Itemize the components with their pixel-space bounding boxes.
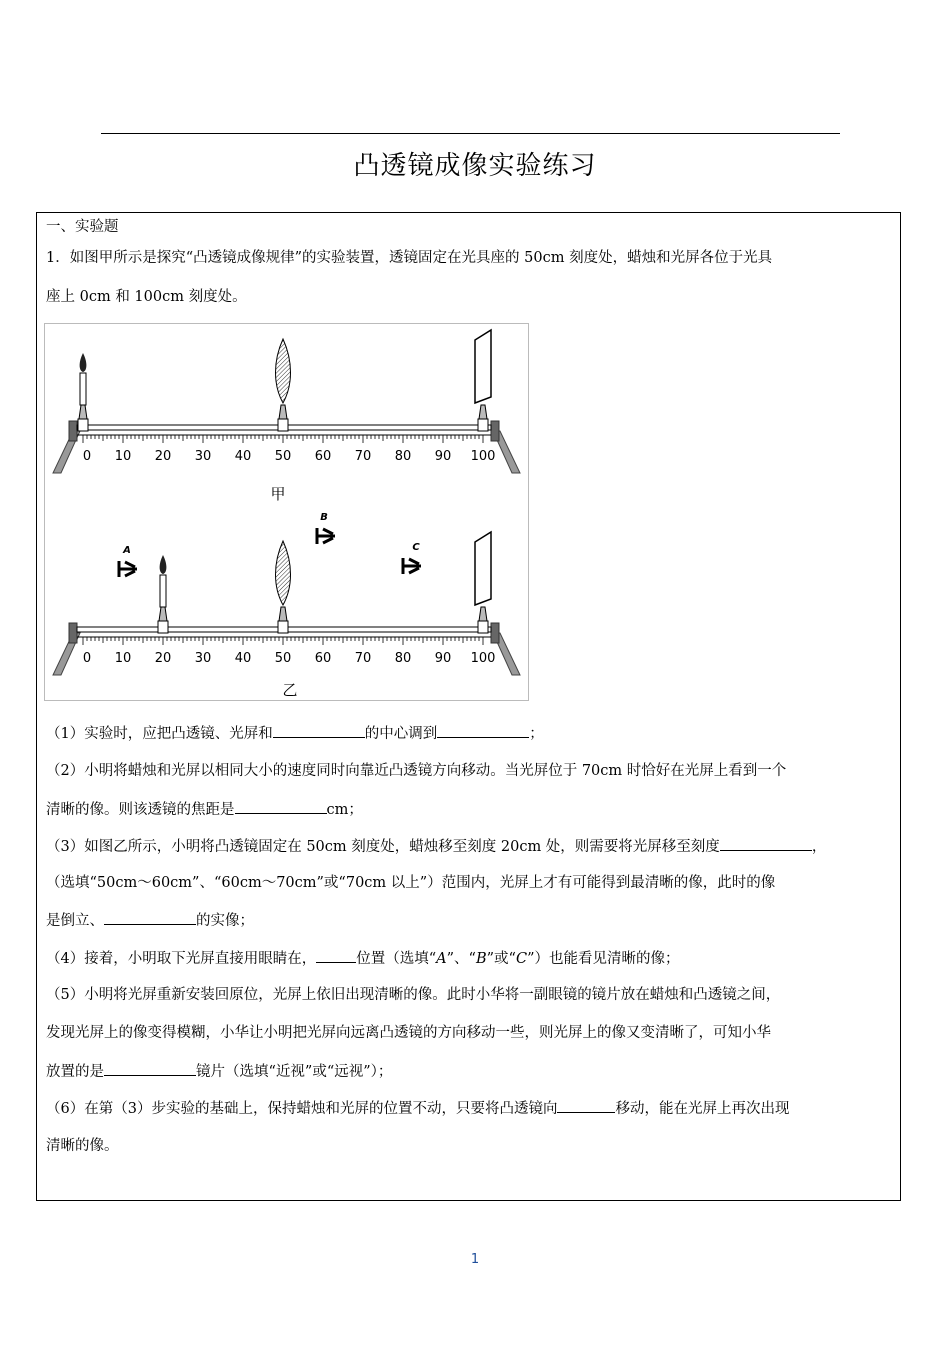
position-label-b: B xyxy=(320,512,328,523)
scale-label: 70 xyxy=(354,651,372,666)
section-heading: 一、实验题 xyxy=(46,219,119,235)
convex-lens xyxy=(276,541,291,605)
candle-body xyxy=(160,575,166,607)
light-screen xyxy=(475,532,491,605)
eye-icon xyxy=(403,558,421,574)
answer-blank-5[interactable] xyxy=(104,1061,196,1076)
answer-blank-2[interactable] xyxy=(235,799,327,814)
sub-question-3-line2: （选填“50cm～60cm”、“60cm～70cm”或“70cm 以上”）范围内，光屏上才有可能得到最清晰的像，此时的像 xyxy=(46,875,776,891)
page-number: 1 xyxy=(470,1252,480,1267)
position-marker-b xyxy=(317,512,335,544)
holder-post xyxy=(479,607,487,621)
answer-blank-3a[interactable] xyxy=(720,836,812,851)
scale-label: 70 xyxy=(354,449,372,464)
sub-question-5-line3: 放置的是 镜片（选填“近视”或“远视”）； xyxy=(46,1061,392,1082)
sub-question-3-line3: 是倒立、 的实像； xyxy=(46,910,254,931)
scale-label: 50 xyxy=(274,449,292,464)
sub-question-4: （4）接着，小明取下光屏直接用眼睛在， 位置（选填“A”、“B”或“C”）也能看见清晰的像； xyxy=(46,948,679,969)
bench-end-left xyxy=(69,421,77,441)
optical-bench-figure xyxy=(44,323,529,701)
scale-label: 0 xyxy=(82,651,92,666)
sub-question-2-line2: 清晰的像。则该透镜的焦距是 cm； xyxy=(46,799,363,820)
scale-label: 60 xyxy=(314,449,332,464)
slider-holder xyxy=(158,621,168,633)
slider-holder xyxy=(278,419,288,431)
scale-label: 100 xyxy=(470,651,496,666)
holder-post xyxy=(159,607,167,621)
optical-bench-diagram xyxy=(45,324,528,700)
scale-label: 90 xyxy=(434,449,452,464)
sub-question-5-line1: （5）小明将光屏重新安装回原位，光屏上依旧出现清晰的像。此时小华将一副眼镜的镜片放在蜡烛和凸透镜之间， xyxy=(46,987,781,1003)
slider-holder xyxy=(478,419,488,431)
sub-question-3-line1: （3）如图乙所示，小明将凸透镜固定在 50cm 刻度处，蜡烛移至刻度 20cm 处，则需要将光屏移至刻度 ， xyxy=(46,836,826,857)
answer-blank-4[interactable] xyxy=(316,948,356,963)
scale-label: 20 xyxy=(154,449,172,464)
sub-question-6-line1: （6）在第（3）步实验的基础上，保持蜡烛和光屏的位置不动，只要将凸透镜向 移动，能在光屏上再次出现 xyxy=(46,1098,789,1119)
scale-label: 80 xyxy=(394,449,412,464)
question-intro-line2: 座上 0cm 和 100cm 刻度处。 xyxy=(46,289,247,305)
bench-end-left xyxy=(69,623,77,643)
scale-label: 10 xyxy=(114,449,132,464)
holder-post xyxy=(79,405,87,419)
sub-question-5-line2: 发现光屏上的像变得模糊，小华让小明把光屏向远离凸透镜的方向移动一些，则光屏上的像又变清晰了，可知小华 xyxy=(46,1025,771,1041)
answer-blank-1b[interactable] xyxy=(437,723,529,738)
scale-label: 0 xyxy=(82,449,92,464)
light-screen xyxy=(475,330,491,403)
bench-end-right xyxy=(491,623,499,643)
scale-label: 30 xyxy=(194,651,212,666)
slider-holder xyxy=(478,621,488,633)
sub-question-2-line1: （2）小明将蜡烛和光屏以相同大小的速度同时向靠近凸透镜方向移动。当光屏位于 70cm 时恰好在光屏上看到一个 xyxy=(46,763,787,779)
sub-question-6-line2: 清晰的像。 xyxy=(46,1138,119,1154)
scale-label: 10 xyxy=(114,651,132,666)
bench-jia xyxy=(53,330,520,473)
candle-flame xyxy=(80,353,87,372)
figure-label-yi: 乙 xyxy=(282,681,298,699)
answer-blank-6[interactable] xyxy=(557,1098,615,1113)
candle-body xyxy=(80,373,86,405)
bench-end-right xyxy=(491,421,499,441)
scale-label: 40 xyxy=(234,651,252,666)
position-label-c: C xyxy=(412,542,420,553)
slider-holder xyxy=(278,621,288,633)
scale-label: 50 xyxy=(274,651,292,666)
scale-label: 30 xyxy=(194,449,212,464)
scale-label: 100 xyxy=(470,449,496,464)
answer-blank-1a[interactable] xyxy=(273,723,365,738)
position-marker-c xyxy=(403,542,421,574)
holder-post xyxy=(279,405,287,419)
scale-label: 20 xyxy=(154,651,172,666)
position-label-a: A xyxy=(123,545,131,556)
top-rule xyxy=(101,133,840,134)
figure-label-jia: 甲 xyxy=(270,485,286,503)
eye-icon xyxy=(317,528,335,544)
position-marker-a xyxy=(119,545,137,577)
convex-lens xyxy=(276,339,291,403)
eye-icon xyxy=(119,561,137,577)
page-title: 凸透镜成像实验练习 xyxy=(353,151,597,181)
scale-label: 40 xyxy=(234,449,252,464)
scale-label: 90 xyxy=(434,651,452,666)
holder-post xyxy=(479,405,487,419)
scale-label: 60 xyxy=(314,651,332,666)
holder-post xyxy=(279,607,287,621)
candle-flame xyxy=(160,555,167,574)
question-intro-line1: 1．如图甲所示是探究“凸透镜成像规律”的实验装置，透镜固定在光具座的 50cm 刻度处，蜡烛和光屏各位于光具 xyxy=(46,250,773,266)
slider-holder xyxy=(78,419,88,431)
scale-label: 80 xyxy=(394,651,412,666)
answer-blank-3b[interactable] xyxy=(104,910,196,925)
sub-question-1: （1）实验时，应把凸透镜、光屏和 的中心调到 ； xyxy=(46,723,544,744)
